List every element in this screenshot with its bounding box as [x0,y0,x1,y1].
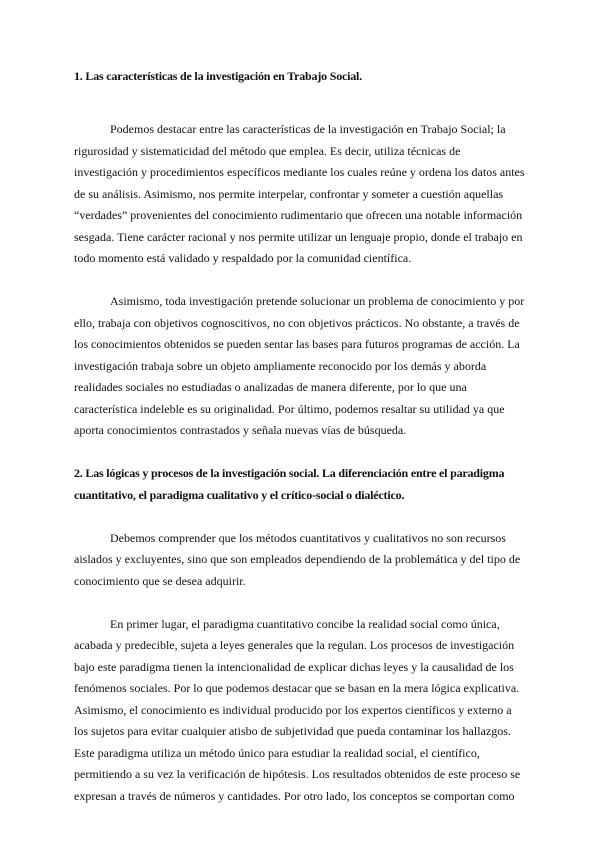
spacer [74,270,526,292]
paragraph-2: Asimismo, toda investigación pretende solucionar un problema de conocimiento y por ello, trabaja con objetivos cognoscitivos, no con objetivos prácticos. No obstante, a través de los conocimientos obtenidos se pueden sentar las bases para futuros programas de acción. La investigación trabaja sobre un objeto ampliamente reconocido por los demás y aborda realidades sociales no estudiadas o analizadas de manera diferente, por lo que una característica indeleble es su originalidad. Por último, podemos resaltar su utilidad ya que aporta conocimientos contrastados y señala nuevas vías de búsqueda. [74,294,525,437]
spacer [74,109,526,119]
paragraph-1: Podemos destacar entre las características de la investigación en Trabajo Social; la rigurosidad y sistematicidad del método que emplea. Es decir, utiliza técnicas de investigación y procedimientos específicos mediante los cuales reúne y ordena los datos antes de su análisis. Asimismo, nos permite interpelar, confrontar y someter a cuestión aquellas “verdades” provenientes del conocimiento rudimentario que ofrecen una notable información sesgada. Tiene carácter racional y nos permite utilizar un lenguaje propio, donde el trabajo en todo momento está validado y respaldado por la comunidad científica. [74,122,525,265]
spacer [74,88,526,110]
section-heading-2: 2. Las lógicas y procesos de la investigación social. La diferenciación entre el paradigma cuantitativo, el paradigma cualitativo y el crítico-social o dialéctico. [74,466,505,502]
paragraph-4: En primer lugar, el paradigma cuantitativo concibe la realidad social como única, acabada y predecible, sujeta a leyes generales que la regulan. Los procesos de investigación bajo este paradigma tienen la intencionalidad de explicar dichas leyes y la causalidad de los fenómenos sociales. Por lo que podemos destacar que se basan en la mera lógica explicativa. Asimismo, el conocimiento es individual producido por los expertos científicos y externo a los sujetos para evitar cualquier atisbo de subjetividad que pueda contaminar los hallazgos. Este paradigma utiliza un método único para estudiar la realidad social, el científico, permitiendo a su vez la verificación de hipótesis. Los resultados obtenidos de este proceso se expresan a través de números y cantidades. Por otro lado, los conceptos se comportan como [74,616,521,803]
paragraph-3: Debemos comprender que los métodos cuantitativos y cualitativos no son recursos aislados y excluyentes, sino que son empleados dependiendo de la problemática y del tipo de conocimiento que se desea adquirir. [74,530,521,588]
document-page [74,66,526,807]
spacer [74,506,526,528]
spacer [74,442,526,464]
section-heading-1: 1. Las características de la investigación en Trabajo Social. [74,69,362,83]
spacer [74,592,526,614]
